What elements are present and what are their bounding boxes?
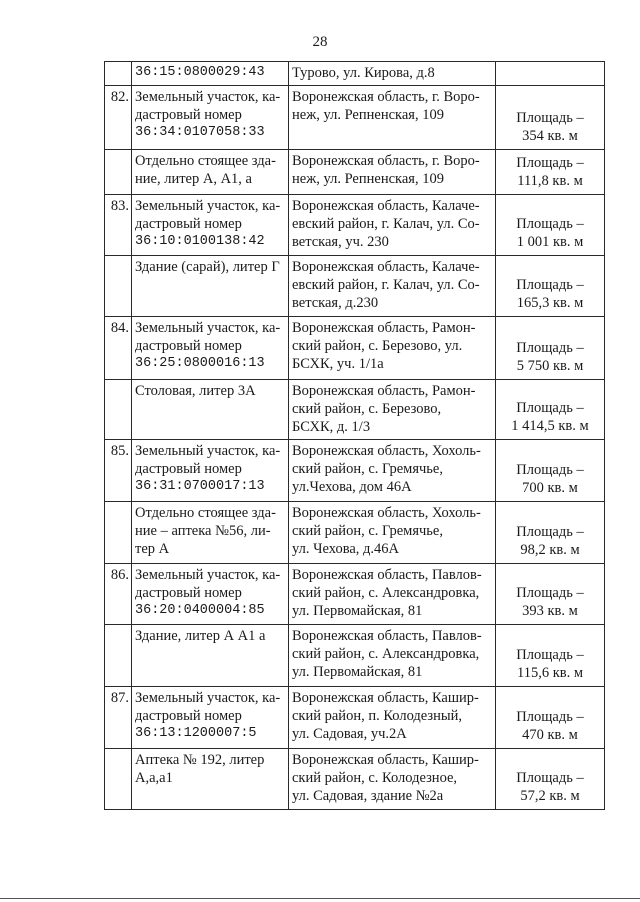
- row-number-cell: [105, 749, 132, 810]
- address-cell-line: Воронежская область, Калаче-: [292, 259, 480, 275]
- object-cell: [132, 687, 289, 749]
- table-row: [105, 86, 605, 150]
- area-cell-line: 165,3 кв. м: [516, 295, 584, 311]
- address-cell-line: ский район, с. Александровка,: [292, 585, 480, 601]
- object-cell: [132, 195, 289, 256]
- row-number-cell: 82.: [105, 86, 132, 150]
- address-cell-line: ул. Чехова, д.46А: [292, 541, 400, 557]
- address-cell-line: неж, ул. Репненская, 109: [292, 171, 444, 187]
- area-cell: [496, 440, 605, 502]
- address-cell-line: Воронежская область, Хохоль-: [292, 505, 481, 521]
- area-cell: [496, 86, 605, 150]
- object-cell-line: Земельный участок, ка-: [135, 89, 281, 105]
- row-number-cell: [105, 380, 132, 440]
- address-cell-line: Воронежская область, Рамон-: [292, 383, 476, 399]
- table-row: [105, 440, 605, 502]
- address-cell-line: евский район, г. Калач, ул. Со-: [292, 277, 480, 293]
- object-cell-line: Земельный участок, ка-: [135, 690, 281, 706]
- address-cell-line: Воронежская область, Павлов-: [292, 567, 482, 583]
- object-cell-line: 36:31:0700017:13: [135, 479, 265, 494]
- area-cell-line: 1 001 кв. м: [516, 234, 584, 250]
- object-cell-line: дастровый номер: [135, 107, 242, 123]
- object-cell: [132, 625, 289, 687]
- object-cell-line: 36:20:0400004:85: [135, 603, 265, 618]
- address-cell-line: Воронежская область, г. Воро-: [292, 89, 480, 105]
- object-cell-line: дастровый номер: [135, 461, 242, 477]
- object-cell-line: 36:25:0800016:13: [135, 356, 265, 371]
- area-cell-line: 5 750 кв. м: [516, 358, 584, 374]
- address-cell-line: ул. Первомайская, 81: [292, 603, 423, 619]
- area-cell: [496, 380, 605, 440]
- address-cell: [289, 195, 496, 256]
- address-cell-line: ветская, д.230: [292, 295, 379, 311]
- object-cell-line: тер А: [135, 541, 170, 557]
- area-cell-line: Площадь –: [516, 155, 584, 171]
- address-cell-line: ул. Садовая, здание №2а: [292, 788, 444, 804]
- object-cell-line: дастровый номер: [135, 708, 242, 724]
- address-cell: [289, 687, 496, 749]
- area-cell: [496, 625, 605, 687]
- address-cell: [289, 440, 496, 502]
- address-cell: [289, 256, 496, 317]
- object-cell-line: дастровый номер: [135, 216, 242, 232]
- area-cell-line: 98,2 кв. м: [520, 542, 580, 558]
- object-cell: [132, 564, 289, 625]
- object-cell: [132, 749, 289, 810]
- address-cell: [289, 502, 496, 564]
- address-cell-line: Воронежская область, Рамон-: [292, 320, 476, 336]
- object-cell-line: Столовая, литер 3А: [135, 383, 256, 399]
- row-number-cell: 85.: [105, 440, 132, 502]
- address-cell: [289, 317, 496, 380]
- area-cell-line: Площадь –: [516, 524, 584, 540]
- row-number-cell: [105, 150, 132, 195]
- row-number-cell: [105, 62, 132, 86]
- object-cell-line: 36:10:0100138:42: [135, 234, 265, 249]
- row-number-cell: [105, 502, 132, 564]
- address-cell-line: ский район, п. Колодезный,: [292, 708, 463, 724]
- object-cell-line: ние, литер А, А1, а: [135, 171, 252, 187]
- address-cell: [289, 150, 496, 195]
- address-cell-line: евский район, г. Калач, ул. Со-: [292, 216, 480, 232]
- area-cell: [496, 564, 605, 625]
- address-cell-line: ский район, с. Гремячье,: [292, 461, 443, 477]
- address-cell-line: Воронежская область, Кашир-: [292, 752, 479, 768]
- area-cell-line: 1 414,5 кв. м: [511, 418, 589, 434]
- area-cell-line: 354 кв. м: [522, 128, 578, 144]
- property-table: [104, 61, 605, 810]
- address-cell-line: ветская, уч. 230: [292, 234, 389, 250]
- object-cell: [132, 150, 289, 195]
- address-cell: [289, 62, 496, 86]
- object-cell: [132, 502, 289, 564]
- area-cell-line: Площадь –: [516, 462, 584, 478]
- property-table-body: [105, 62, 605, 810]
- address-cell-line: БСХК, д. 1/3: [292, 419, 371, 435]
- address-cell-line: ул. Садовая, уч.2А: [292, 726, 407, 742]
- address-cell-line: БСХК, уч. 1/1а: [292, 356, 384, 372]
- page-number: 28: [312, 34, 328, 50]
- object-cell-line: Земельный участок, ка-: [135, 567, 281, 583]
- area-cell-line: Площадь –: [516, 216, 584, 232]
- row-number-cell: 83.: [105, 195, 132, 256]
- area-cell-line: Площадь –: [516, 277, 584, 293]
- area-cell-line: 470 кв. м: [522, 727, 578, 743]
- area-cell-line: 700 кв. м: [522, 480, 578, 496]
- object-cell-line: Здание, литер А А1 а: [135, 628, 266, 644]
- table-row: [105, 564, 605, 625]
- object-cell-line: Земельный участок, ка-: [135, 198, 281, 214]
- table-row: [105, 502, 605, 564]
- area-cell: [496, 256, 605, 317]
- address-cell-line: ский район, с. Березово,: [292, 401, 442, 417]
- page-bottom-rule: [0, 898, 640, 899]
- area-cell-line: Площадь –: [516, 709, 584, 725]
- address-cell-line: ский район, с. Колодезное,: [292, 770, 458, 786]
- area-cell: [496, 150, 605, 195]
- area-cell-line: 57,2 кв. м: [520, 788, 580, 804]
- address-cell: [289, 564, 496, 625]
- table-row: [105, 150, 605, 195]
- address-cell: [289, 749, 496, 810]
- address-cell-line: ский район, с. Александровка,: [292, 646, 480, 662]
- object-cell-line: дастровый номер: [135, 585, 242, 601]
- object-cell: [132, 317, 289, 380]
- object-cell-line: Земельный участок, ка-: [135, 443, 281, 459]
- area-cell: [496, 502, 605, 564]
- table-row: [105, 256, 605, 317]
- address-cell-line: Воронежская область, Кашир-: [292, 690, 479, 706]
- object-cell: [132, 86, 289, 150]
- area-cell: [496, 749, 605, 810]
- address-cell-line: Воронежская область, г. Воро-: [292, 153, 480, 169]
- row-number-cell: [105, 256, 132, 317]
- area-cell: [496, 687, 605, 749]
- address-cell-line: ул.Чехова, дом 46А: [292, 479, 412, 495]
- row-number-cell: 84.: [105, 317, 132, 380]
- row-number-cell: [105, 625, 132, 687]
- object-cell: [132, 256, 289, 317]
- object-cell-line: Земельный участок, ка-: [135, 320, 281, 336]
- object-cell-line: 36:15:0800029:43: [135, 65, 265, 80]
- area-cell: [496, 317, 605, 380]
- object-cell-line: Здание (сарай), литер Г: [135, 259, 280, 275]
- object-cell-line: А,а,а1: [135, 770, 173, 786]
- table-row: [105, 380, 605, 440]
- object-cell-line: Аптека № 192, литер: [135, 752, 265, 768]
- object-cell: [132, 62, 289, 86]
- object-cell: [132, 380, 289, 440]
- table-row: [105, 317, 605, 380]
- area-cell-line: Площадь –: [516, 110, 584, 126]
- area-cell-line: Площадь –: [516, 770, 584, 786]
- row-number-cell: 86.: [105, 564, 132, 625]
- address-cell: [289, 86, 496, 150]
- address-cell: [289, 625, 496, 687]
- area-cell-line: Площадь –: [516, 400, 584, 416]
- address-cell-line: Турово, ул. Кирова, д.8: [292, 65, 435, 81]
- address-cell-line: ский район, с. Березово, ул.: [292, 338, 463, 354]
- object-cell-line: 36:13:1200007:5: [135, 726, 257, 741]
- address-cell-line: Воронежская область, Хохоль-: [292, 443, 481, 459]
- object-cell-line: Отдельно стоящее зда-: [135, 505, 276, 521]
- table-row: [105, 195, 605, 256]
- area-cell: [496, 195, 605, 256]
- object-cell-line: 36:34:0107058:33: [135, 125, 265, 140]
- address-cell-line: Воронежская область, Павлов-: [292, 628, 482, 644]
- area-cell-line: 111,8 кв. м: [517, 173, 583, 189]
- object-cell: [132, 440, 289, 502]
- area-cell: [496, 62, 605, 86]
- area-cell-line: 393 кв. м: [522, 603, 578, 619]
- address-cell-line: неж, ул. Репненская, 109: [292, 107, 444, 123]
- area-cell-line: Площадь –: [516, 647, 584, 663]
- object-cell-line: ние – аптека №56, ли-: [135, 523, 271, 539]
- object-cell-line: Отдельно стоящее зда-: [135, 153, 276, 169]
- area-cell-line: 115,6 кв. м: [516, 665, 584, 681]
- area-cell-line: Площадь –: [516, 585, 584, 601]
- address-cell-line: ул. Первомайская, 81: [292, 664, 423, 680]
- address-cell: [289, 380, 496, 440]
- row-number-cell: 87.: [105, 687, 132, 749]
- object-cell-line: дастровый номер: [135, 338, 242, 354]
- table-row: [105, 687, 605, 749]
- table-row: [105, 749, 605, 810]
- address-cell-line: ский район, с. Гремячье,: [292, 523, 443, 539]
- address-cell-line: Воронежская область, Калаче-: [292, 198, 480, 214]
- table-row: [105, 62, 605, 86]
- area-cell-line: Площадь –: [516, 340, 584, 356]
- table-row: [105, 625, 605, 687]
